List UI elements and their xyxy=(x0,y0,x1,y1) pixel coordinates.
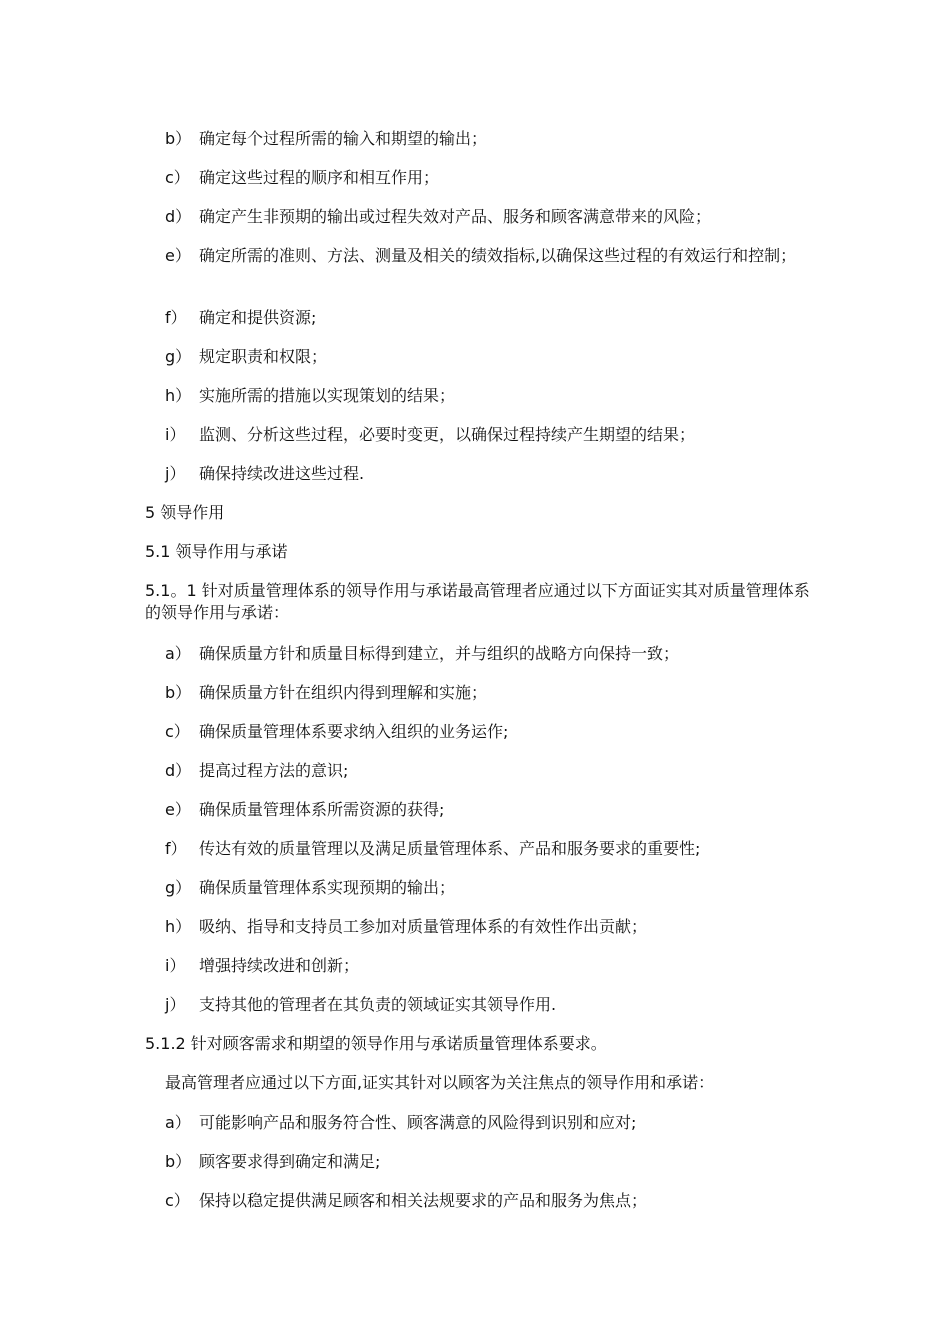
list-item-text: 吸纳、指导和支持员工参加对质量管理体系的有效性作出贡献； xyxy=(199,917,648,936)
list-item-label: f） xyxy=(165,308,187,327)
list-item-label: a） xyxy=(165,644,191,663)
list-item-label: d） xyxy=(165,761,192,780)
list-item-text: 提高过程方法的意识; xyxy=(199,761,349,780)
list-item-label: j） xyxy=(165,464,186,483)
list-item-label: f） xyxy=(165,839,187,858)
list-item-text: 顾客要求得到确定和满足; xyxy=(199,1152,381,1171)
paragraph: 最高管理者应通过以下方面,证实其针对以顾客为关注焦点的领导作用和承诺： xyxy=(165,1073,715,1092)
list-item-label: b） xyxy=(165,1152,192,1171)
list-item-label: h） xyxy=(165,917,192,936)
list-item-text: 实施所需的措施以实现策划的结果； xyxy=(199,386,456,405)
list-item-text: 可能影响产品和服务符合性、顾客满意的风险得到识别和应对; xyxy=(199,1113,637,1132)
list-item-text: 规定职责和权限； xyxy=(199,347,328,366)
list-item-label: b） xyxy=(165,129,192,148)
list-item-label: c） xyxy=(165,168,190,187)
list-item-text: 确保持续改进这些过程. xyxy=(199,464,365,483)
section-heading-5: 5 领导作用 xyxy=(145,503,225,522)
list-item-text: 确定所需的准则、方法、测量及相关的绩效指标,以确保这些过程的有效运行和控制； xyxy=(199,246,797,265)
list-item-text: 确保质量方针在组织内得到理解和实施； xyxy=(199,683,488,702)
list-item-text: 支持其他的管理者在其负责的领域证实其领导作用. xyxy=(199,995,557,1014)
list-item-text: 确保质量管理体系要求纳入组织的业务运作; xyxy=(199,722,509,741)
list-item-label: e） xyxy=(165,246,191,265)
list-item-text: 确定和提供资源; xyxy=(199,308,317,327)
list-item-label: e） xyxy=(165,800,191,819)
list-item-label: a） xyxy=(165,1113,191,1132)
list-item-label: d） xyxy=(165,207,192,226)
list-item-text: 监测、分析这些过程，必要时变更，以确保过程持续产生期望的结果； xyxy=(199,425,696,444)
list-item-label: g） xyxy=(165,347,192,366)
list-item-text: 确保质量管理体系实现预期的输出； xyxy=(199,878,456,897)
list-item-label: c） xyxy=(165,1191,190,1210)
list-item-label: b） xyxy=(165,683,192,702)
section-heading-5-1: 5.1 领导作用与承诺 xyxy=(145,542,288,561)
section-heading-5-1-1: 5.1。1 针对质量管理体系的领导作用与承诺最高管理者应通过以下方面证实其对质量管理体系的领导作用与承诺： xyxy=(145,581,810,622)
list-item-text: 确定这些过程的顺序和相互作用； xyxy=(199,168,440,187)
list-item-text: 确定每个过程所需的输入和期望的输出； xyxy=(199,129,488,148)
section-heading-5-1-2: 5.1.2 针对顾客需求和期望的领导作用与承诺质量管理体系要求。 xyxy=(145,1034,607,1053)
list-item-label: i） xyxy=(165,425,186,444)
list-item-text: 确保质量管理体系所需资源的获得; xyxy=(199,800,445,819)
list-item-text: 确保质量方针和质量目标得到建立，并与组织的战略方向保持一致； xyxy=(199,644,680,663)
list-item-label: g） xyxy=(165,878,192,897)
list-item-text: 传达有效的质量管理以及满足质量管理体系、产品和服务要求的重要性; xyxy=(199,839,701,858)
list-item-label: c） xyxy=(165,722,190,741)
list-item-label: j） xyxy=(165,995,186,1014)
list-item-label: i） xyxy=(165,956,186,975)
list-item-text: 确定产生非预期的输出或过程失效对产品、服务和顾客满意带来的风险； xyxy=(199,207,712,226)
list-item-text: 保持以稳定提供满足顾客和相关法规要求的产品和服务为焦点； xyxy=(199,1191,648,1210)
list-item-label: h） xyxy=(165,386,192,405)
list-item-text: 增强持续改进和创新； xyxy=(199,956,360,975)
